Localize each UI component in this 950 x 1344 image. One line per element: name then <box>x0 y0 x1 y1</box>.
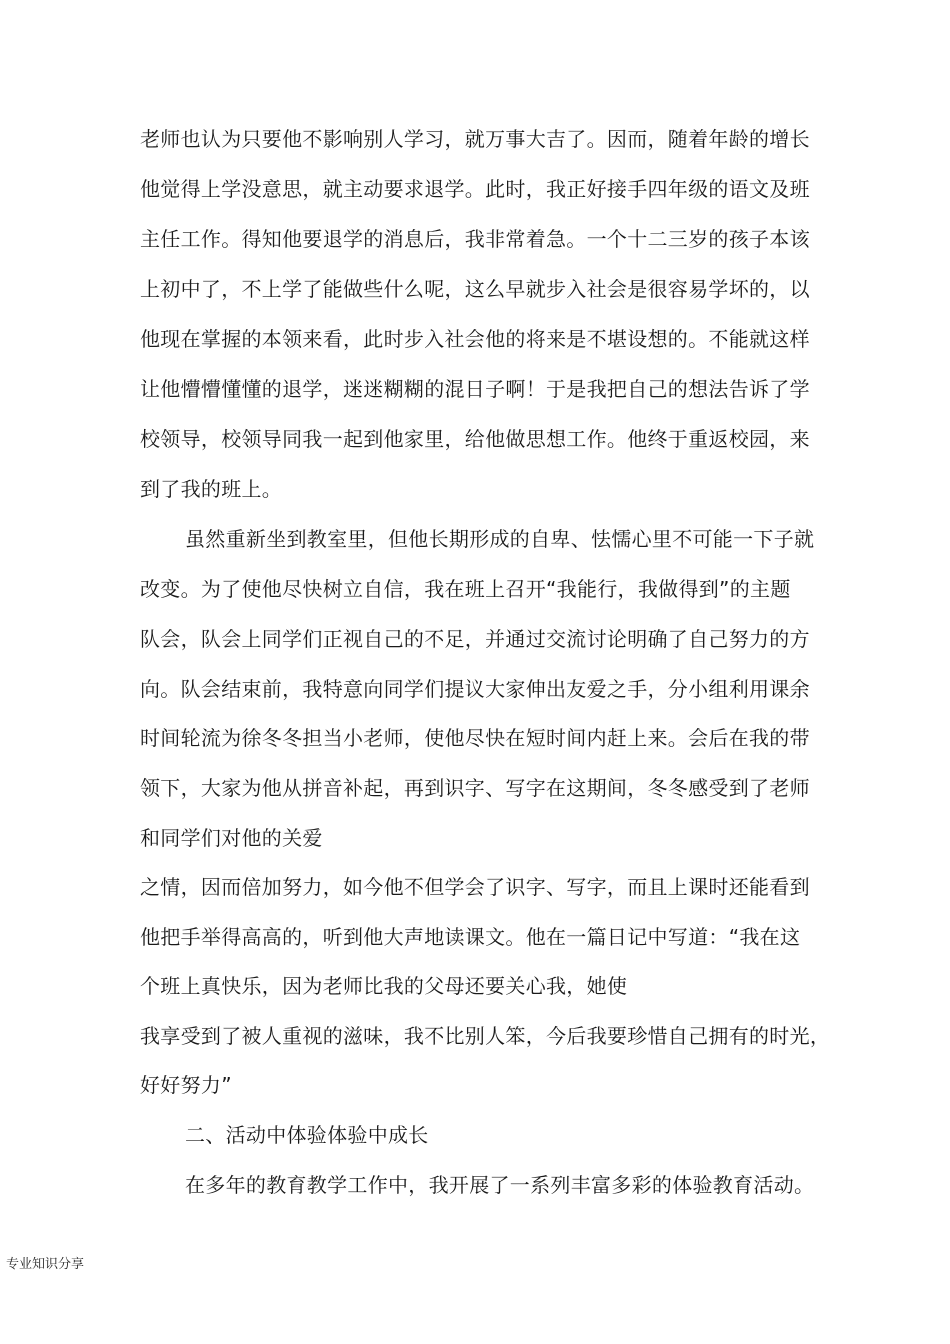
text-line: 主任工作。得知他要退学的消息后，我非常着急。一个十二三岁的孩子本该 <box>140 227 810 251</box>
footer-label: 专业知识分享 <box>6 1257 85 1272</box>
text-line: 老师也认为只要他不影响别人学习，就万事大吉了。因而，随着年龄的增长 <box>140 127 810 151</box>
text-line: 队会，队会上同学们正视自己的不足，并通过交流讨论明确了自己努力的方 <box>140 627 810 651</box>
text-line: 改变。为了使他尽快树立自信，我在班上召开“我能行，我做得到”的主题 <box>140 577 791 601</box>
text-line: 到了我的班上。 <box>140 477 283 501</box>
text-line: 让他懵懵懂懂的退学，迷迷糊糊的混日子啊！于是我把自己的想法告诉了学 <box>140 377 810 401</box>
paragraph-start-line: 在多年的教育教学工作中，我开展了一系列丰富多彩的体验教育活动。 <box>185 1173 815 1197</box>
text-line: 他觉得上学没意思，就主动要求退学。此时，我正好接手四年级的语文及班 <box>140 177 810 201</box>
text-line: 我享受到了被人重视的滋味，我不比别人笨，今后我要珍惜自己拥有的时光， <box>140 1024 831 1048</box>
text-line: 上初中了，不上学了能做些什么呢，这么早就步入社会是很容易学坏的，以 <box>140 277 810 301</box>
text-line: 领下，大家为他从拼音补起，再到识字、写字在这期间，冬冬感受到了老师 <box>140 776 810 800</box>
paragraph-start-line: 虽然重新坐到教室里，但他长期形成的自卑、怯懦心里不可能一下子就 <box>185 527 815 551</box>
text-line: 个班上真快乐，因为老师比我的父母还要关心我，她使 <box>140 974 628 998</box>
text-line: 他现在掌握的本领来看，此时步入社会他的将来是不堪设想的。不能就这样 <box>140 327 810 351</box>
text-line: 校领导，校领导同我一起到他家里，给他做思想工作。他终于重返校园，来 <box>140 427 810 451</box>
text-line: 向。队会结束前，我特意向同学们提议大家伸出友爱之手，分小组利用课余 <box>140 677 810 701</box>
text-line: 之情，因而倍加努力，如今他不但学会了识字、写字，而且上课时还能看到 <box>140 875 810 899</box>
text-line: 时间轮流为徐冬冬担当小老师，使他尽快在短时间内赶上来。会后在我的带 <box>140 726 810 750</box>
text-line: 好好努力” <box>140 1073 232 1097</box>
text-line: 他把手举得高高的，听到他大声地读课文。他在一篇日记中写道：“我在这 <box>140 925 801 949</box>
text-line: 和同学们对他的关爱 <box>140 826 323 850</box>
section-heading: 二、活动中体验体验中成长 <box>185 1123 429 1147</box>
